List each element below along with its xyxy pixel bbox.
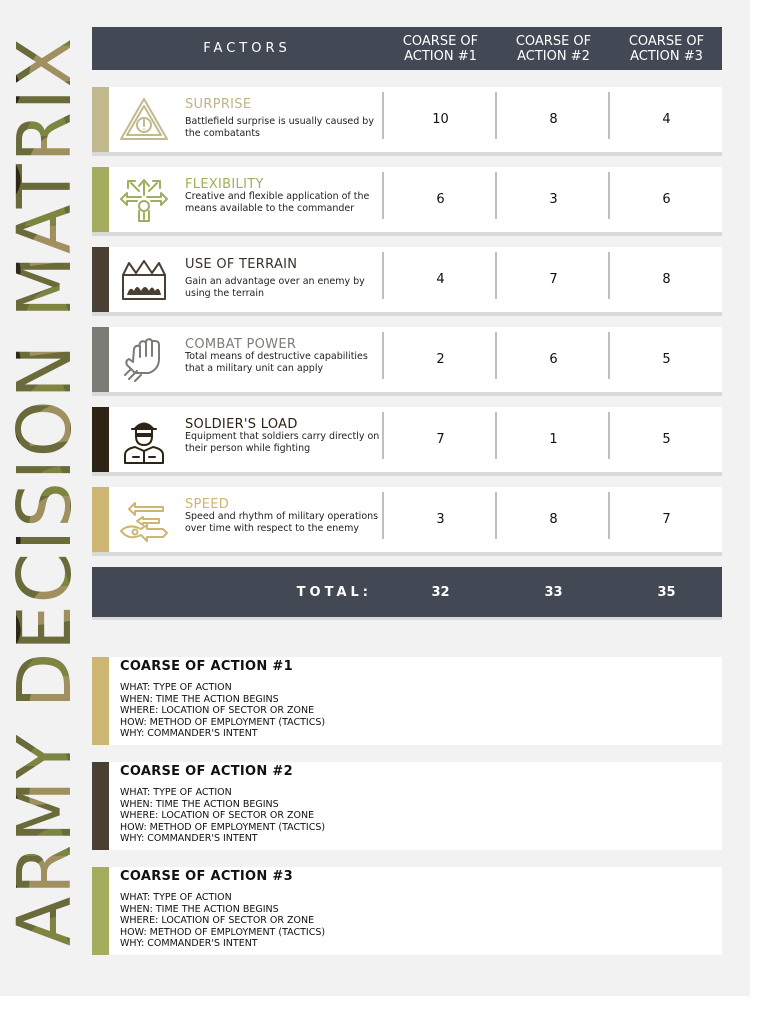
coa-detail-line: WHY: COMMANDER'S INTENT <box>120 833 258 844</box>
total-coa-1: 32 <box>431 584 450 600</box>
score-coa-2: 1 <box>549 432 558 447</box>
coa-color-bar <box>92 867 109 955</box>
score-coa-2: 3 <box>549 192 558 207</box>
factor-row <box>92 87 722 156</box>
coa-detail-line: WHERE: LOCATION OF SECTOR OR ZONE <box>120 705 315 716</box>
score-coa-2: 6 <box>549 352 558 367</box>
score-coa-1: 10 <box>432 112 449 127</box>
vertical-title <box>0 0 90 996</box>
score-coa-3: 8 <box>662 272 671 287</box>
coa-1-column-header: COARSE OF ACTION #1 <box>402 33 479 64</box>
soldier-icon <box>117 415 171 465</box>
coa-detail-line: WHERE: LOCATION OF SECTOR OR ZONE <box>120 810 315 821</box>
fortified-terrain-icon <box>117 255 171 305</box>
coa-detail-card <box>92 867 722 955</box>
coa-detail-line: WHEN: TIME THE ACTION BEGINS <box>120 798 279 810</box>
factor-description: Total means of destructive capabilities that a military unit can apply <box>185 351 368 374</box>
score-coa-3: 6 <box>662 192 671 207</box>
factor-color-bar <box>92 247 109 312</box>
coa-detail-line: WHY: COMMANDER'S INTENT <box>120 728 258 739</box>
score-coa-2: 7 <box>549 272 558 287</box>
score-coa-1: 2 <box>436 352 445 367</box>
coa-detail-line: HOW: METHOD OF EMPLOYMENT (TACTICS) <box>120 821 326 833</box>
factor-name: USE OF TERRAIN <box>185 257 298 272</box>
coa-detail-lines <box>120 892 325 950</box>
score-coa-3: 5 <box>662 352 671 367</box>
coa-detail-lines <box>120 682 325 740</box>
coa-detail-card <box>92 762 722 850</box>
fist-icon <box>117 335 171 385</box>
vertical-title-text: ARMY DECISION MATRIX <box>2 10 88 946</box>
matrix-header <box>92 27 722 70</box>
coa-detail-line: WHAT: TYPE OF ACTION <box>120 892 232 903</box>
factor-color-bar <box>92 327 109 392</box>
coa-detail-line: WHY: COMMANDER'S INTENT <box>120 938 258 949</box>
score-coa-3: 5 <box>662 432 671 447</box>
coa-detail-line: WHAT: TYPE OF ACTION <box>120 787 232 798</box>
factor-description: Battlefield surprise is usually caused by the combatants <box>185 116 374 139</box>
factor-description: Creative and flexible application of the means available to the commander <box>185 191 370 214</box>
total-row <box>92 567 722 620</box>
score-coa-1: 4 <box>436 272 445 287</box>
factor-name: SOLDIER'S LOAD <box>185 417 298 432</box>
coa-2-column-header: COARSE OF ACTION #2 <box>515 33 592 64</box>
total-label: TOTAL: <box>296 584 372 600</box>
score-coa-2: 8 <box>549 112 558 127</box>
factor-name: FLEXIBILITY <box>185 177 264 192</box>
factor-name: SPEED <box>185 497 230 512</box>
factor-description: Gain an advantage over an enemy by using the terrain <box>185 276 365 299</box>
coa-detail-title: COARSE OF ACTION #3 <box>120 869 293 884</box>
factor-row <box>92 327 722 396</box>
total-coa-3: 35 <box>657 584 676 600</box>
coa-detail-line: WHEN: TIME THE ACTION BEGINS <box>120 903 279 915</box>
factors-column-header: FACTORS <box>203 41 291 56</box>
coa-detail-title: COARSE OF ACTION #2 <box>120 764 293 779</box>
factor-name: SURPRISE <box>185 97 252 112</box>
factor-color-bar <box>92 167 109 232</box>
factor-color-bar <box>92 407 109 472</box>
coa-color-bar <box>92 762 109 850</box>
score-coa-1: 7 <box>436 432 445 447</box>
factor-row <box>92 167 722 236</box>
coa-detail-line: HOW: METHOD OF EMPLOYMENT (TACTICS) <box>120 926 326 938</box>
factor-row <box>92 407 722 476</box>
score-coa-3: 7 <box>662 512 671 527</box>
coa-detail-line: HOW: METHOD OF EMPLOYMENT (TACTICS) <box>120 716 326 728</box>
multi-arrow-options-icon <box>117 175 171 225</box>
factor-row <box>92 247 722 316</box>
score-coa-1: 6 <box>436 192 445 207</box>
coa-detail-title: COARSE OF ACTION #1 <box>120 659 293 674</box>
coa-detail-lines <box>120 787 325 845</box>
factor-name: COMBAT POWER <box>185 337 297 352</box>
warning-triangle-icon <box>117 95 171 145</box>
total-coa-2: 33 <box>544 584 563 600</box>
factor-color-bar <box>92 87 109 152</box>
factor-color-bar <box>92 487 109 552</box>
coa-detail-card <box>92 657 722 745</box>
coa-detail-line: WHEN: TIME THE ACTION BEGINS <box>120 693 279 705</box>
coa-detail-line: WHAT: TYPE OF ACTION <box>120 682 232 693</box>
speed-arrows-icon <box>117 495 171 545</box>
coa-3-column-header: COARSE OF ACTION #3 <box>628 33 705 64</box>
factor-description: Equipment that soldiers carry directly on their person while fighting <box>185 431 380 454</box>
score-coa-2: 8 <box>549 512 558 527</box>
score-coa-3: 4 <box>662 112 671 127</box>
coa-color-bar <box>92 657 109 745</box>
score-coa-1: 3 <box>436 512 445 527</box>
factor-description: Speed and rhythm of military operations over time with respect to the enemy <box>185 511 379 534</box>
factor-row <box>92 487 722 556</box>
coa-detail-line: WHERE: LOCATION OF SECTOR OR ZONE <box>120 915 315 926</box>
